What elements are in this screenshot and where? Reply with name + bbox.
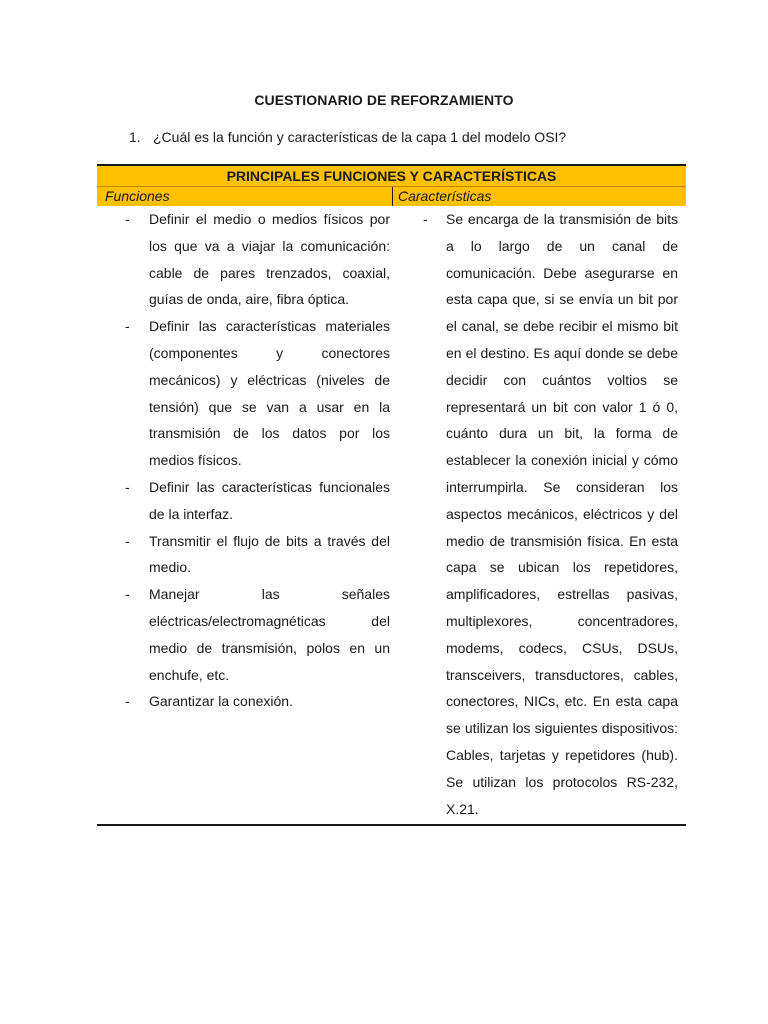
list-item: [97, 528, 396, 582]
list-item-text: Definir las características funcionales de la interfaz.: [149, 478, 390, 522]
list-item-text: Manejar las señales eléctricas/electromagnéticas del medio de transmisión, polos en un enchufe, etc.: [149, 586, 390, 683]
list-item-text: Definir el medio o medios físicos por los que va a viajar la comunicación: cable de pares trenzados, coaxial, guías de onda, aire, fibra óptica.: [149, 211, 390, 308]
table-body: [97, 206, 686, 822]
question-1: [129, 129, 566, 145]
table-subheader-row: [97, 186, 686, 206]
list-item: [97, 474, 396, 528]
question-number: 1.: [129, 129, 141, 145]
list-item: [97, 313, 396, 474]
list-item: [97, 206, 396, 313]
list-item-text: Definir las características materiales (componentes y conectores mecánicos) y eléctricas (niveles de tensión) que se van a usar en la transmisión de los datos por los medios físicos.: [149, 318, 390, 469]
funciones-list: [97, 206, 396, 715]
list-item: [97, 581, 396, 688]
question-text: ¿Cuál es la función y características de la capa 1 del modelo OSI?: [153, 129, 567, 145]
col-header-caracteristicas: Características: [398, 188, 492, 204]
funciones-column: [97, 206, 396, 822]
document-title: CUESTIONARIO DE REFORZAMIENTO: [254, 92, 514, 108]
list-item: [396, 206, 686, 822]
list-item-text: Garantizar la conexión.: [149, 693, 293, 710]
list-item: [97, 688, 396, 715]
bullet-dash: -: [125, 318, 130, 335]
table-bottom-rule: [97, 824, 686, 826]
bullet-dash: -: [423, 211, 428, 227]
caracteristicas-list: [396, 206, 686, 822]
col-header-funciones: Funciones: [97, 187, 393, 206]
list-item-text: Transmitir el flujo de bits a través del medio.: [149, 532, 390, 576]
functions-table: [97, 164, 686, 826]
list-item-text: Se encarga de la transmisión de bits a lo largo de un canal de comunicación. Debe asegurarse en esta capa que, si se envía un bit por el canal, se debe recibir el mismo bit en el destino. Es aquí donde se debe decidir con cuántos voltios se representará un bit con valor 1 ó 0, cuánto dura un bit, la forma de establecer la conexión inicial y cómo interrumpirla. Se consideran los aspectos mecánicos, eléctricos y del medio de transmisión física. En esta capa se ubican los repetidores, amplificadores, estrellas pasivas, multiplexores, concentradores, modems, codecs, CSUs, DSUs, transceivers, transductores, cables, conectores, NICs, etc. En esta capa se utilizan los siguientes dispositivos: Cables, tarjetas y repetidores (hub). Se utilizan los protocolos RS-232, X.21.: [446, 211, 678, 817]
bullet-dash: -: [125, 693, 130, 710]
bullet-dash: -: [125, 586, 130, 603]
bullet-dash: -: [125, 532, 130, 549]
bullet-dash: -: [125, 211, 130, 227]
caracteristicas-column: [396, 206, 686, 822]
bullet-dash: -: [125, 478, 130, 495]
table-header: PRINCIPALES FUNCIONES Y CARACTERÍSTICAS: [97, 166, 686, 186]
